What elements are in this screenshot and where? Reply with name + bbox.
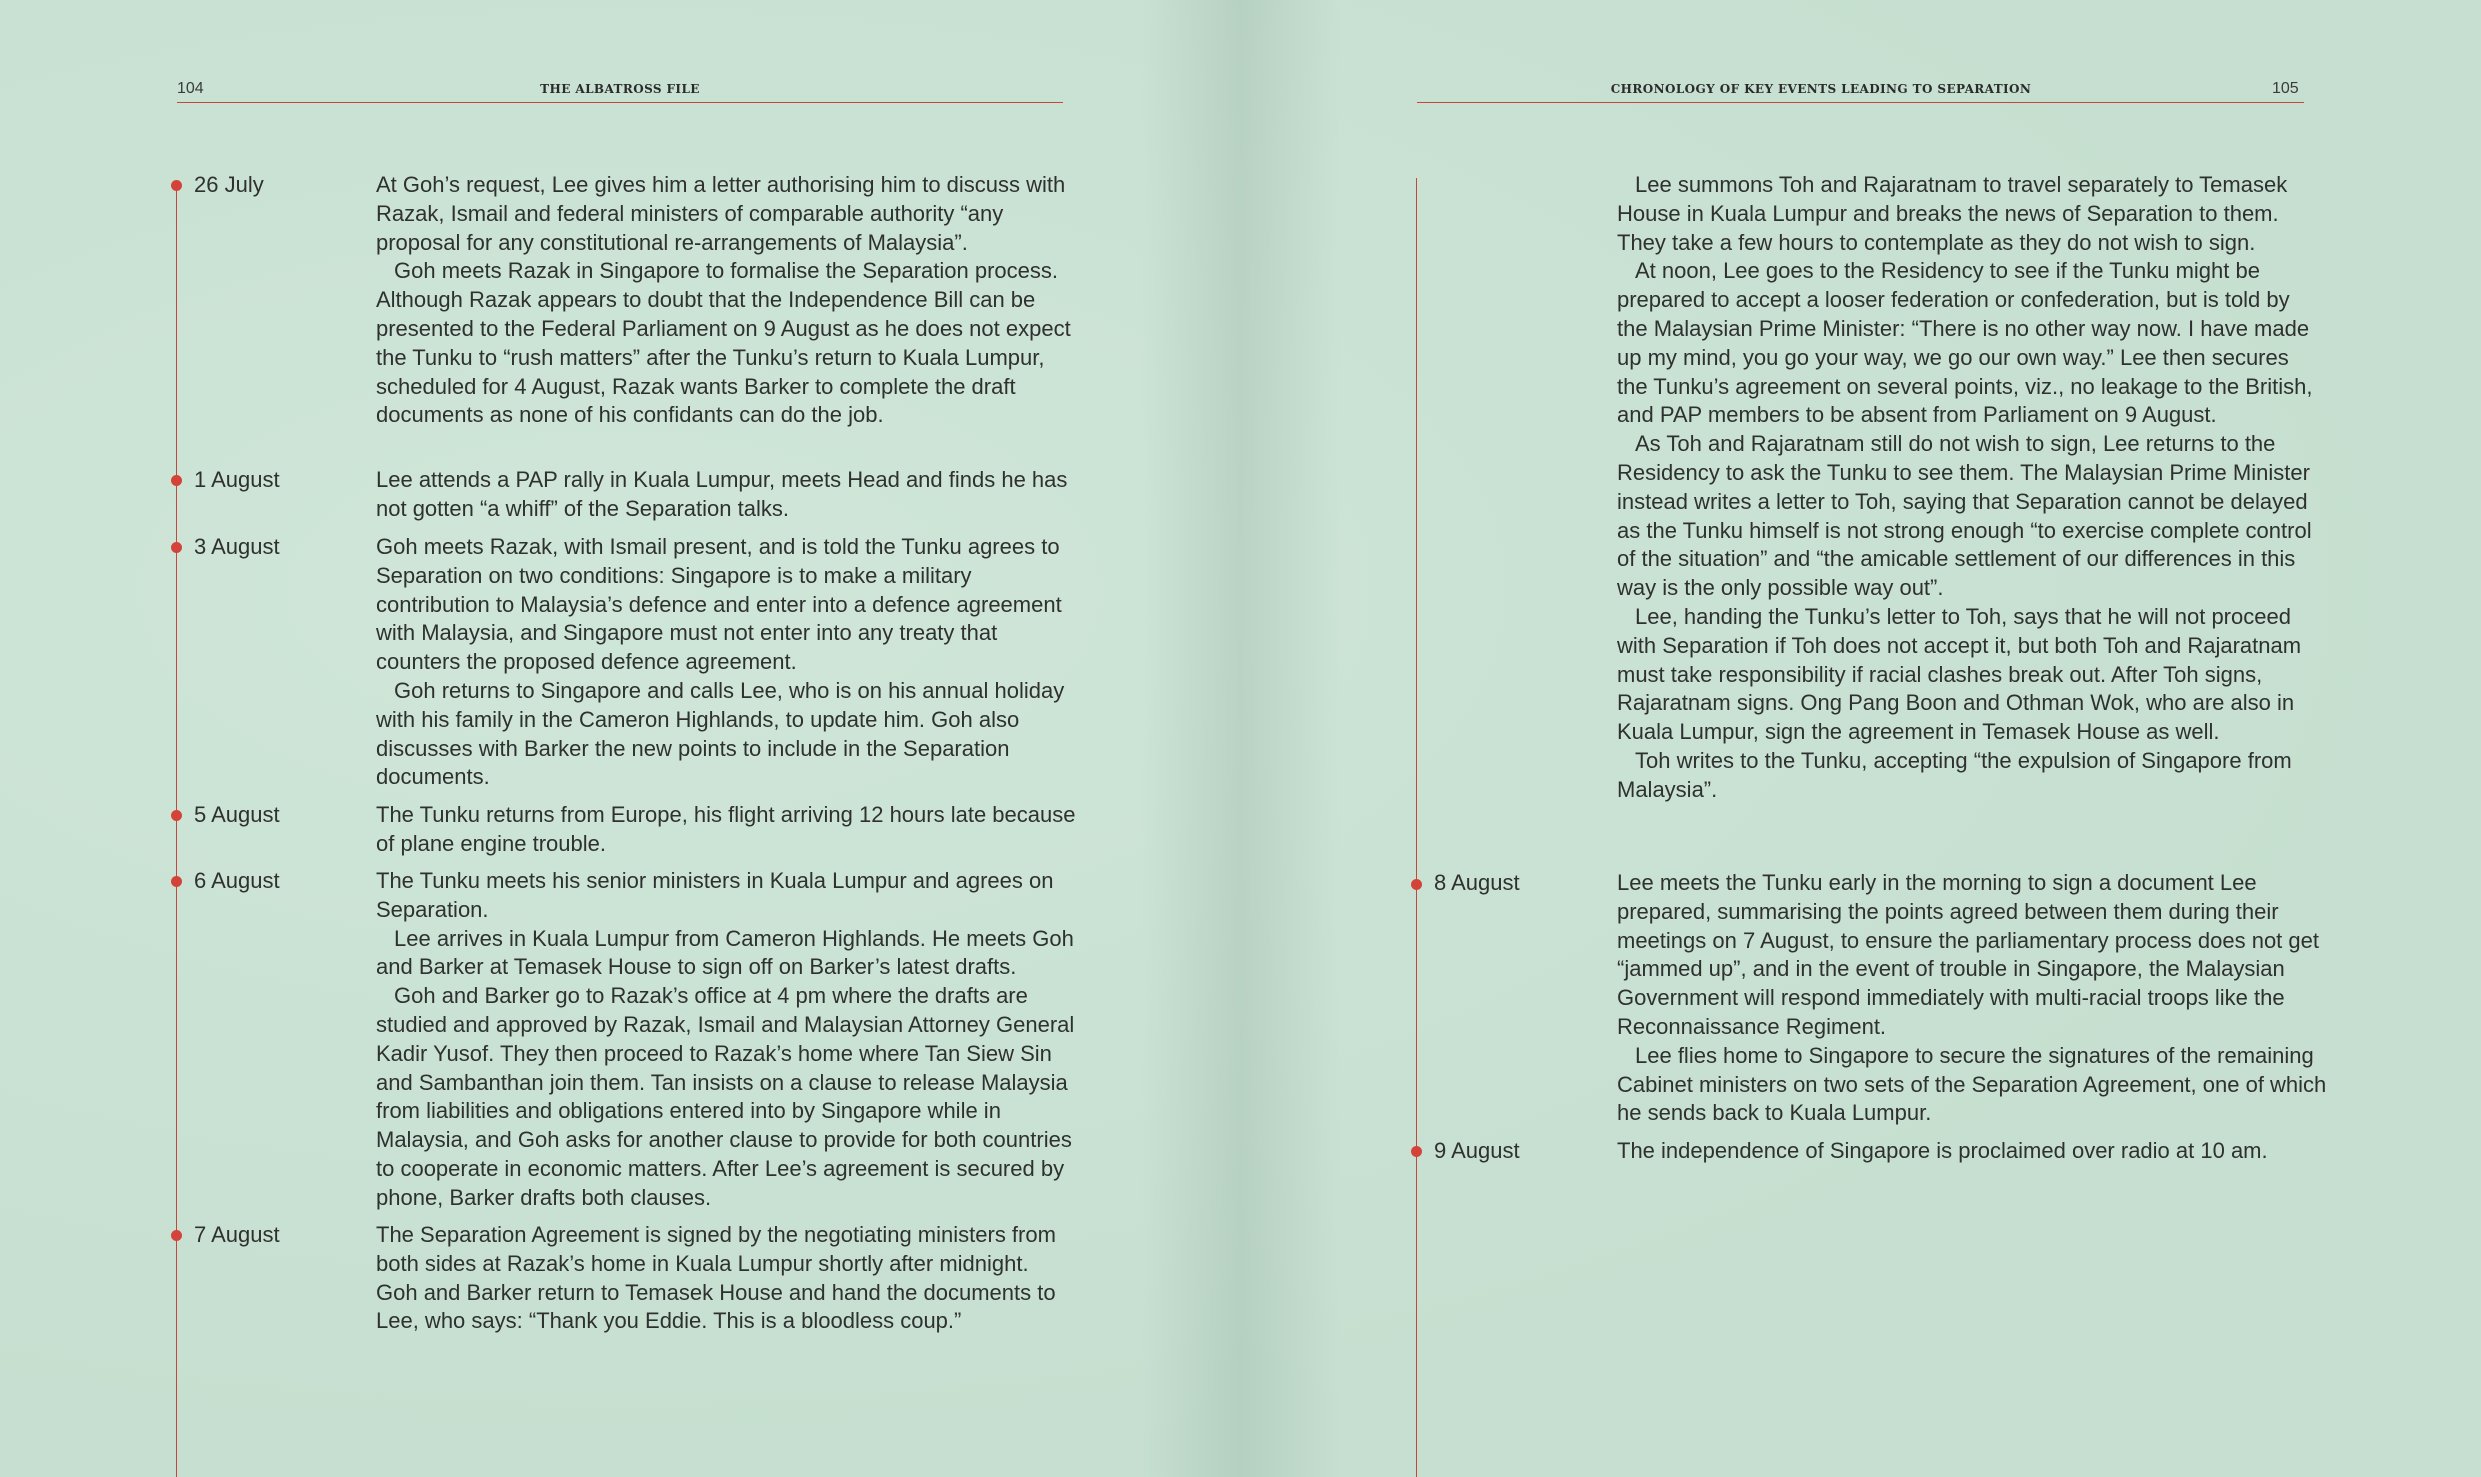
timeline-marker: [171, 542, 182, 553]
paragraph: Goh returns to Singapore and calls Lee, who is on his annual holiday with his family in the Cameron Highlands, to update him. Goh also discusses with Barker the new points to include in the Separation documents.: [376, 677, 1065, 790]
entry-date: 8 August: [1434, 870, 1520, 895]
timeline-marker: [1411, 1146, 1422, 1157]
page-number-right: 105: [2272, 80, 2299, 97]
paragraph: Lee attends a PAP rally in Kuala Lumpur, meets Head and finds he has not gotten “a whiff” of the Separation talks.: [376, 467, 1068, 521]
paragraph: Lee arrives in Kuala Lumpur from Cameron Highlands. He meets Goh and Barker at Temasek House to sign off on Barker’s latest drafts.: [376, 925, 1074, 980]
paragraph: The Tunku returns from Europe, his flight arriving 12 hours late because of plane engine trouble.: [376, 802, 1076, 856]
entry-date: 5 August: [194, 802, 280, 827]
entry-text: [376, 466, 1076, 524]
timeline-marker: [1411, 879, 1422, 890]
page-number-left: 104: [177, 80, 204, 97]
paragraph: Lee summons Toh and Rajaratnam to travel separately to Temasek House in Kuala Lumpur and breaks the news of Separation to them. They take a few hours to contemplate as they do not wish to sign.: [1617, 172, 2288, 255]
paragraph: Goh and Barker go to Razak’s office at 4 pm where the drafts are studied and approved by Razak, Ismail and Malaysian Attorney General Kadir Yusof. They then proceed to Razak’s home where Tan Siew Sin and Sambanthan join them. Tan insists on a clause to release Malaysia from liabilities and obligations entered into by Singapore while in Malaysia, and Goh asks for another clause to provide for both countries to cooperate in economic matters. After Lee’s agreement is secured by phone, Barker drafts both clauses.: [376, 983, 1075, 1210]
timeline-marker: [171, 876, 182, 887]
paragraph: As Toh and Rajaratnam still do not wish to sign, Lee returns to the Residency to ask the Tunku to see them. The Malaysian Prime Minister instead writes a letter to Toh, saying that Separation cannot be delayed as the Tunku himself is not strong enough “to exercise complete control of the situation” and “the amicable settlement of our differences in this way is the only possible way out”.: [1617, 431, 2312, 601]
entry-date: 1 August: [194, 467, 280, 492]
entry-text: [376, 171, 1076, 430]
entry-text: [1617, 869, 2327, 1128]
entry-text: [376, 533, 1076, 792]
paragraph: Toh writes to the Tunku, accepting “the expulsion of Singapore from Malaysia”.: [1617, 747, 2292, 802]
entry-date: 26 July: [194, 172, 264, 197]
paragraph: The Tunku meets his senior ministers in Kuala Lumpur and agrees on Separation.: [376, 868, 1054, 922]
timeline-line-right: [1416, 178, 1417, 1477]
running-head-left: THE ALBATROSS FILE: [540, 82, 700, 96]
entry-date: 9 August: [1434, 1138, 1520, 1163]
right-page: [1241, 0, 2481, 1477]
timeline-marker: [171, 1230, 182, 1241]
left-page: [0, 0, 1240, 1477]
paragraph: The Separation Agreement is signed by the negotiating ministers from both sides at Razak’s home in Kuala Lumpur shortly after midnight. Goh and Barker return to Temasek House and hand the documents to Lee, who says: “Thank you Eddie. This is a bloodless coup.”: [376, 1222, 1056, 1334]
timeline-marker: [171, 810, 182, 821]
entry-date: 6 August: [194, 868, 280, 893]
entry-text: [376, 801, 1076, 859]
paragraph: Lee, handing the Tunku’s letter to Toh, says that he will not proceed with Separation if Toh does not accept it, but both Toh and Rajaratnam must take responsibility if racial clashes break out. After Toh signs, Rajaratnam signs. Ong Pang Boon and Othman Wok, who are also in Kuala Lumpur, sign the agreement in Temasek House as well.: [1617, 603, 2302, 745]
paragraph: The independence of Singapore is proclaimed over radio at 10 am.: [1617, 1138, 2268, 1163]
paragraph: Goh meets Razak, with Ismail present, and is told the Tunku agrees to Separation on two conditions: Singapore is to make a military contribution to Malaysia’s defence and enter into a defence agreement with Malaysia, and Singapore must not enter into any treaty that counters the proposed defence agreement.: [376, 534, 1062, 675]
header-rule-right: [1417, 102, 2304, 103]
paragraph: At Goh’s request, Lee gives him a letter authorising him to discuss with Razak, Ismail and federal ministers of comparable authority “any proposal for any constitutional re-arrangements of Malaysia”.: [376, 172, 1066, 255]
timeline-line-left: [176, 186, 177, 1477]
entry-text: [376, 867, 1076, 1213]
entry-continuation-text: [1617, 171, 2317, 805]
paragraph: Lee flies home to Singapore to secure the signatures of the remaining Cabinet ministers on two sets of the Separation Agreement, one of which he sends back to Kuala Lumpur.: [1617, 1042, 2327, 1126]
entry-text: [376, 1221, 1076, 1336]
entry-text: [1617, 1137, 2327, 1166]
timeline-marker: [171, 180, 182, 191]
entry-date: 3 August: [194, 534, 280, 559]
paragraph: Lee meets the Tunku early in the morning to sign a document Lee prepared, summarising the points agreed between them during their meetings on 7 August, to ensure the parliamentary process does not get “jammed up”, and in the event of trouble in Singapore, the Malaysian Government will respond immediately with multi-racial troops like the Reconnaissance Regiment.: [1617, 870, 2319, 1039]
paragraph: Goh meets Razak in Singapore to formalise the Separation process. Although Razak appears to doubt that the Independence Bill can be presented to the Federal Parliament on 9 August as he does not expect the Tunku to “rush matters” after the Tunku’s return to Kuala Lumpur, scheduled for 4 August, Razak wants Barker to complete the draft documents as none of his confidants can do the job.: [376, 258, 1071, 428]
paragraph: At noon, Lee goes to the Residency to see if the Tunku might be prepared to accept a looser federation or confederation, but is told by the Malaysian Prime Minister: “There is no other way now. I have made up my mind, you go your way, we go our own way.” Lee then secures the Tunku’s agreement on several points, viz., no leakage to the British, and PAP members to be absent from Parliament on 9 August.: [1617, 258, 2313, 428]
running-head-right: CHRONOLOGY OF KEY EVENTS LEADING TO SEPARATION: [1610, 82, 2032, 96]
header-rule-left: [177, 102, 1063, 103]
entry-date: 7 August: [194, 1222, 280, 1247]
timeline-marker: [171, 475, 182, 486]
